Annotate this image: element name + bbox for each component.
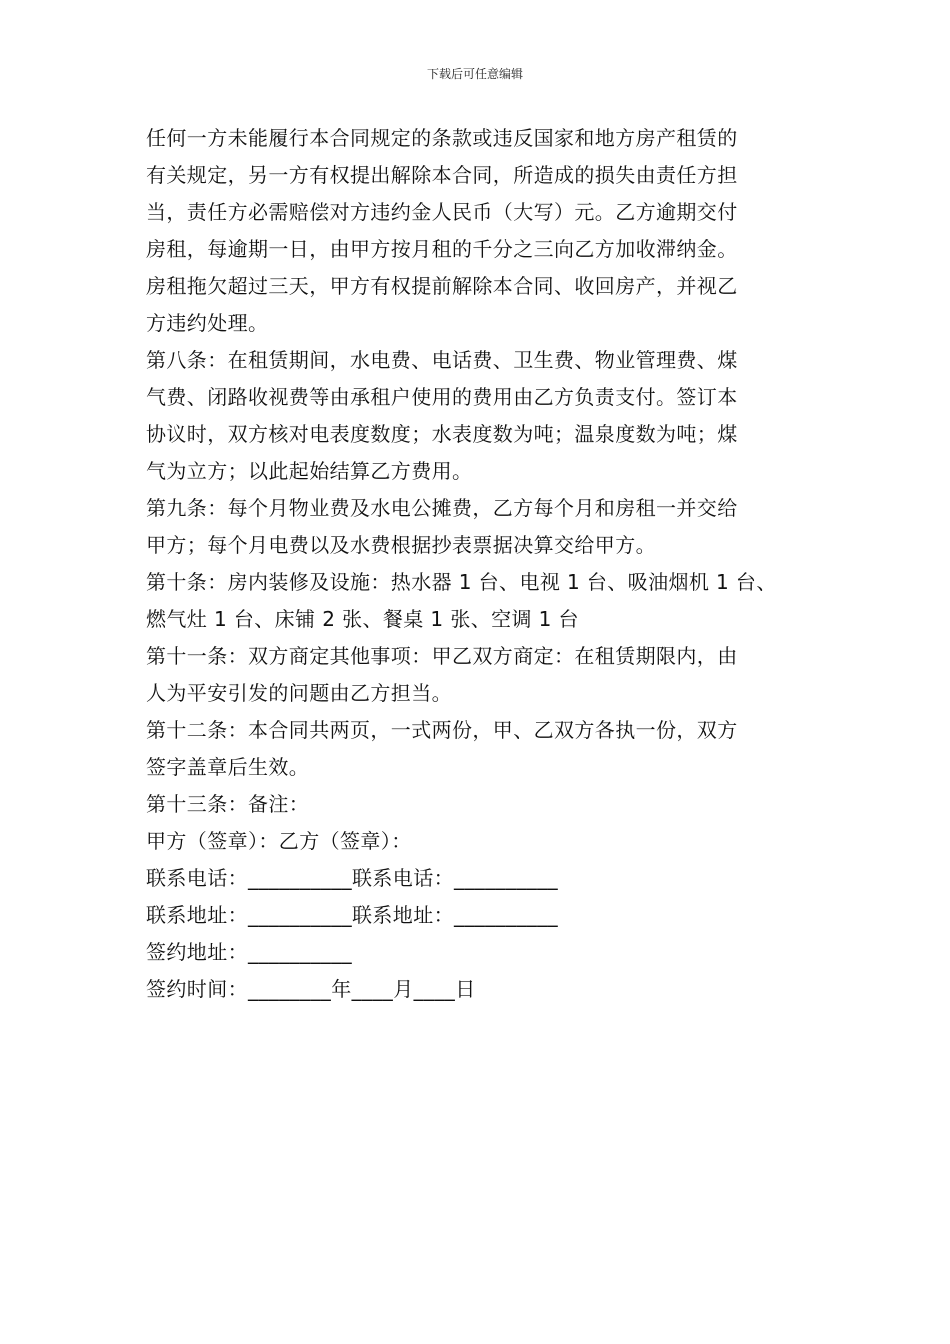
text-line: 当，责任方必需赔偿对方违约金人民币（大写）元。乙方逾期交付 (146, 200, 738, 224)
page-header: 下载后可任意编辑 (426, 67, 523, 81)
text-line: 甲方；每个月电费以及水费根据抄表票据决算交给甲方。 (146, 533, 656, 557)
text-line: 气为立方；以此起始结算乙方费用。 (146, 459, 473, 483)
text-line: 房租，每逾期一日，由甲方按月租的千分之三向乙方加收滞纳金。 (146, 237, 738, 261)
contact-address-line: 联系地址：__________联系地址：__________ (146, 903, 558, 927)
text-line: 有关规定，另一方有权提出解除本合同，所造成的损失由责任方担 (146, 163, 738, 187)
text-line: 协议时，双方核对电表度数度；水表度数为吨；温泉度数为吨；煤 (146, 422, 738, 446)
signing-address-line: 签约地址：__________ (146, 940, 352, 964)
contract-body (146, 120, 816, 1008)
article-9-line: 第九条：每个月物业费及水电公摊费，乙方每个月和房租一并交给 (146, 496, 738, 520)
text-line: 任何一方未能履行本合同规定的条款或违反国家和地方房产租赁的 (146, 126, 738, 150)
text-line: 房租拖欠超过三天，甲方有权提前解除本合同、收回房产，并视乙 (146, 274, 738, 298)
text-line: 签字盖章后生效。 (146, 755, 310, 779)
article-13-line: 第十三条：备注： (146, 792, 310, 816)
article-12-line: 第十二条：本合同共两页，一式两份，甲、乙双方各执一份，双方 (146, 718, 738, 742)
article-8-line: 第八条：在租赁期间，水电费、电话费、卫生费、物业管理费、煤 (146, 348, 738, 372)
article-11-line: 第十一条：双方商定其他事项：甲乙双方商定：在租赁期限内，由 (146, 644, 738, 668)
text-line: 人为平安引发的问题由乙方担当。 (146, 681, 452, 705)
text-line: 燃气灶 1 台、床铺 2 张、餐桌 1 张、空调 1 台 (146, 607, 579, 631)
signature-line: 甲方（签章）：乙方（签章）： (146, 829, 412, 853)
text-line: 方违约处理。 (146, 311, 269, 335)
signing-date-line: 签约时间：________年____月____日 (146, 977, 476, 1001)
article-10-line: 第十条：房内装修及设施：热水器 1 台、电视 1 台、吸油烟机 1 台、 (146, 570, 777, 594)
contact-phone-line: 联系电话：__________联系电话：__________ (146, 866, 558, 890)
text-line: 气费、闭路收视费等由承租户使用的费用由乙方负责支付。签订本 (146, 385, 738, 409)
